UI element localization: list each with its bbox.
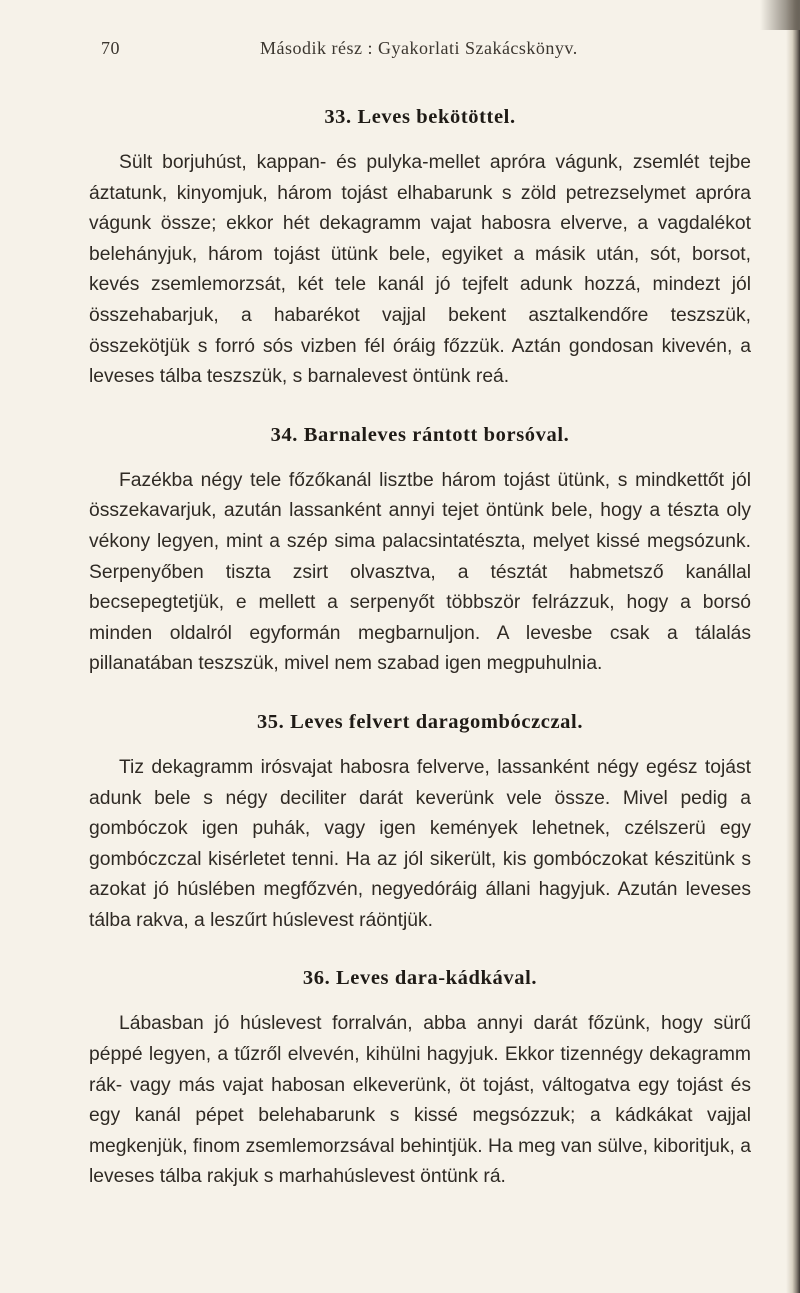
recipe-35 (89, 707, 751, 937)
page-corner-shadow (760, 0, 800, 30)
page-number: 70 (101, 38, 120, 58)
recipe-body: Sült borjuhúst, kappan- és pulyka-mellet apróra vágunk, zsemlét tejbe áztatunk, kinyomjuk, három tojást elhabarunk s zöld petrezselymet apróra vágunk össze; ekkor hét dekagramm vajat habosra elverve, a vagdalékot belehányjuk, három tojást ütünk bele, egyiket a másik után, sót, borsot, kevés zsemlemorzsát, két tele kanál jó tejfelt adunk hozzá, mindezt jól összehabarjuk, a habarékot vajjal bekent asztalkendőre teszszük, összekötjük s forró sós vizben fél óráig főzzük. Aztán gondosan kivevén, a leveses tálba teszszük, s barnalevest öntünk reá. (89, 152, 751, 388)
running-header (101, 38, 741, 62)
header-title: Második rész : Gyakorlati Szakácskönyv. (260, 38, 578, 58)
recipe-title: 34. Barnaleves rántott borsóval. (270, 423, 570, 446)
recipe-36 (89, 963, 751, 1193)
recipe-title: 36. Leves dara-kádkával. (302, 967, 538, 990)
recipe-body: Lábasban jó húslevest forralván, abba annyi darát főzünk, hogy sürű péppé legyen, a tűzről elvevén, kihülni hagyjuk. Ekkor tizennégy dekagramm rák- vagy más vajat habosan elkeverünk, öt tojást, váltogatva egy tojást és egy kanál pépet belehabarunk s kissé megsózzuk; a kádkákat vajjal megkenjük, finom zsemlemorzsával behintjük. Ha meg van sülve, kiboritjuk, a leveses tálba rakjuk s marhahúslevest öntünk rá. (89, 1013, 751, 1188)
recipe-34 (89, 420, 751, 680)
recipe-title: 35. Leves felvert daragombóczczal. (256, 710, 584, 733)
recipe-body: Fazékba négy tele főzőkanál lisztbe három tojást ütünk, s mindkettőt jól összekavarjuk, azután lassanként annyi tejet öntünk bele, hogy a tészta oly vékony legyen, mint a szép sima palacsintatészta, melyet kissé megsózunk. Serpenyőben tiszta zsirt olvasztva, a tésztát habmetsző kanállal becsepegtetjük, e mellett a serpenyőt többször felrázzuk, hogy a borsó minden oldalról egyformán megbarnuljon. A levesbe csak a tálalás pillanatában teszszük, mivel nem szabad igen megpuhulnia. (89, 469, 751, 675)
recipe-title: 33. Leves bekötöttel. (324, 106, 516, 128)
recipe-33 (89, 102, 751, 393)
recipe-body: Tiz dekagramm irósvajat habosra felverve, lassanként négy egész tojást adunk bele s négy deciliter darát keverünk vele össze. Mivel pedig a gombóczok igen puhák, vagy igen kemények lehetnek, czélszerü egy gombóczczal kisérletet tenni. Ha az jól sikerült, kis gombóczokat készitünk s azokat jó húslében megfőzvén, negyedóráig állani hagyjuk. Azután leveses tálba rakva, a leszűrt húslevest ráöntjük. (89, 756, 751, 931)
page-edge-shadow (786, 0, 800, 1293)
page-content (89, 102, 751, 1220)
